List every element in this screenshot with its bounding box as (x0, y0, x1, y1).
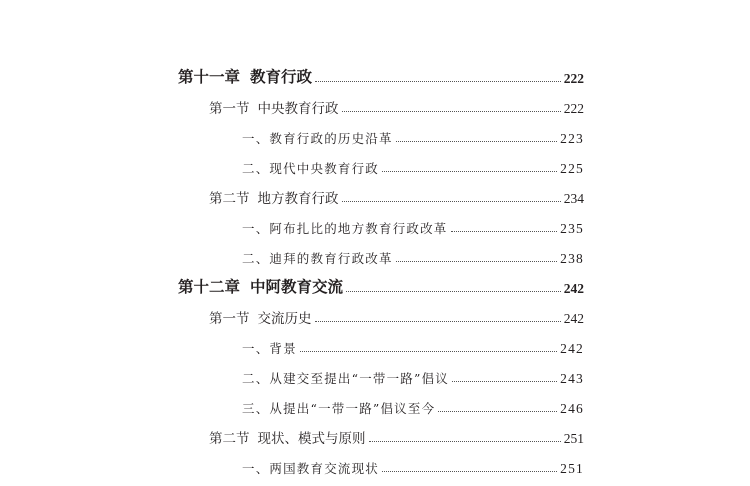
page-number: 222 (563, 101, 584, 116)
section-title: 中央教育行政 (257, 101, 339, 117)
toc-item[interactable] (242, 327, 584, 357)
toc-item[interactable] (242, 447, 584, 477)
toc-entry-label (209, 97, 339, 117)
leader-dots (382, 470, 557, 472)
page-number: 243 (560, 371, 584, 386)
toc-entry-label (209, 427, 366, 447)
page-number: 242 (563, 281, 584, 296)
toc-entry-label (209, 307, 312, 327)
chapter-number: 第十一章 (178, 68, 241, 86)
item-title: 一、两国教育交流现状 (242, 461, 380, 476)
toc-item[interactable] (242, 207, 584, 237)
toc-entry-label (178, 275, 343, 297)
leader-dots (300, 350, 557, 352)
table-of-contents (178, 57, 584, 477)
page-number: 242 (563, 311, 584, 326)
leader-dots (451, 230, 558, 232)
page-number: 251 (560, 461, 584, 476)
page-number: 238 (560, 251, 584, 266)
chapter-number: 第十二章 (178, 278, 241, 296)
leader-dots (315, 320, 561, 322)
section-number: 第一节 (209, 311, 250, 327)
toc-entry-label (178, 65, 312, 87)
leader-dots (346, 290, 561, 292)
item-title: 二、现代中央教育行政 (242, 161, 380, 176)
page-number: 234 (563, 191, 584, 206)
page-number: 251 (563, 431, 584, 446)
chapter-title: 中阿教育交流 (250, 278, 344, 296)
toc-item[interactable] (242, 237, 584, 267)
toc-chapter-11[interactable] (178, 57, 584, 87)
item-title: 二、从建交至提出“一带一路”倡议 (242, 371, 449, 386)
toc-item[interactable] (242, 117, 584, 147)
section-number: 第一节 (209, 101, 250, 117)
toc-section-current-status[interactable] (209, 417, 584, 447)
item-title: 一、阿布扎比的地方教育行政改革 (242, 221, 448, 236)
page-number: 246 (560, 401, 584, 416)
leader-dots (452, 380, 557, 382)
section-title: 现状、模式与原则 (257, 431, 366, 447)
toc-section-local-administration[interactable] (209, 177, 584, 207)
item-title: 三、从提出“一带一路”倡议至今 (242, 401, 436, 416)
toc-section-central-administration[interactable] (209, 87, 584, 117)
leader-dots (396, 140, 557, 142)
toc-section-exchange-history[interactable] (209, 297, 584, 327)
leader-dots (438, 410, 557, 412)
chapter-title: 教育行政 (250, 68, 313, 86)
toc-item[interactable] (242, 147, 584, 177)
toc-chapter-12[interactable] (178, 267, 584, 297)
toc-item[interactable] (242, 387, 584, 417)
leader-dots (315, 80, 561, 82)
page-number: 222 (563, 71, 584, 86)
leader-dots (342, 110, 561, 112)
section-title: 地方教育行政 (257, 191, 339, 207)
toc-item[interactable] (242, 357, 584, 387)
item-title: 一、背景 (242, 341, 297, 356)
section-number: 第二节 (209, 431, 250, 447)
leader-dots (342, 200, 561, 202)
item-title: 二、迪拜的教育行政改革 (242, 251, 393, 266)
section-number: 第二节 (209, 191, 250, 207)
page-number: 225 (560, 161, 584, 176)
leader-dots (396, 260, 557, 262)
page-number: 235 (560, 221, 584, 236)
leader-dots (382, 170, 557, 172)
section-title: 交流历史 (257, 311, 312, 327)
item-title: 一、教育行政的历史沿革 (242, 131, 393, 146)
page-number: 223 (560, 131, 584, 146)
leader-dots (369, 440, 561, 442)
page-number: 242 (560, 341, 584, 356)
toc-entry-label (209, 187, 339, 207)
